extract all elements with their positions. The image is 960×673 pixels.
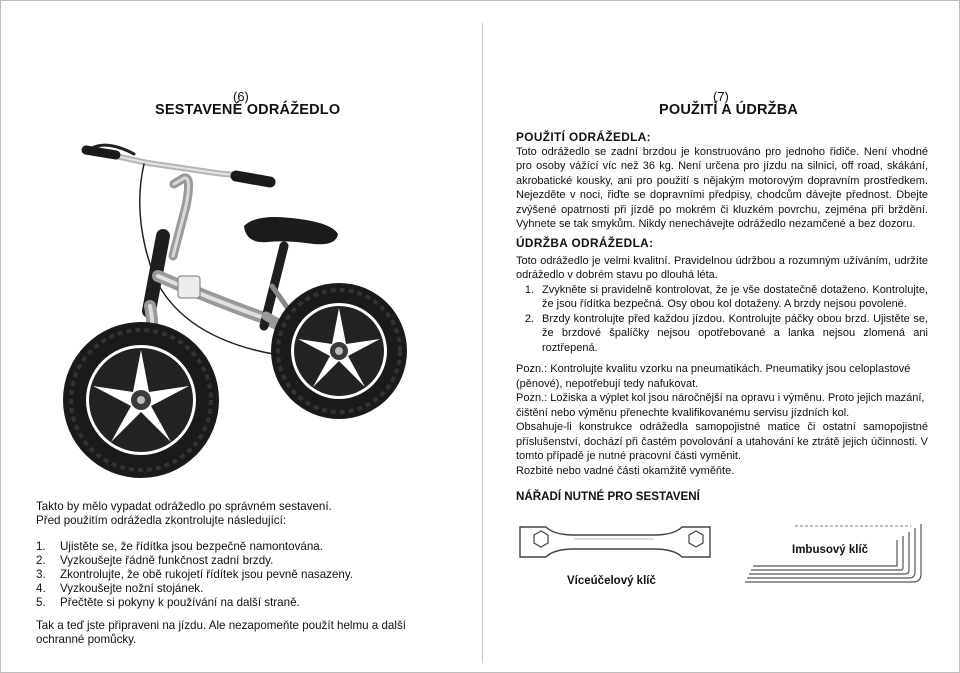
note-replace: Rozbité nebo vadné části okamžitě vyměňte.: [516, 464, 735, 477]
list-item: [36, 596, 353, 610]
left-page-title: SESTAVENÉ ODRÁŽEDLO: [155, 102, 341, 118]
item-number: 1.: [36, 540, 46, 553]
left-page-number: (6): [233, 89, 249, 104]
item-number: 2.: [524, 312, 534, 325]
usage-section: [516, 130, 928, 232]
caption-line-2: Před použitím odrážedla zkontrolujte následující:: [36, 514, 287, 527]
item-text: Ujistěte se, že řídítka jsou bezpečně namontována.: [60, 540, 323, 553]
tools-heading: NÁŘADÍ NUTNÉ PRO SESTAVENÍ: [516, 490, 700, 503]
item-number: 1.: [524, 283, 534, 296]
item-text: Zvykněte si pravidelně kontrolovat, že je vše dostatečně dotaženo. Kontrolujte, že jsou řídítka bezpečná. Osy obou kol dotaženy. A brzdy nejsou povolené.: [542, 283, 928, 310]
allen-key-label: Imbusový klíč: [792, 544, 869, 556]
usage-heading: POUŽITÍ ODRÁŽEDLA:: [516, 130, 651, 144]
closing-line-2: ochranné pomůcky.: [36, 633, 137, 646]
note-locknuts: Obsahuje-li konstrukce odrážedla samopojistné matice či ostatní samopojistné příslušenství, dochází při častém povolování a utahování ke ztrátě jejich účinnosti. V tomto případě je nutné pracovní části vyměnit.: [516, 421, 928, 462]
wrench-label: Víceúčelový klíč: [567, 575, 656, 587]
list-item: [36, 568, 353, 582]
page-divider: [482, 23, 483, 663]
maintenance-heading: ÚDRŽBA ODRÁŽEDLA:: [516, 236, 654, 250]
right-page-number: (7): [713, 89, 729, 104]
usage-text: Toto odrážedlo se zadní brzdou je konstruováno pro jednoho řidiče. Není vhodné pro osoby vážící víc než 36 kg. Není určena pro jízdu na silnici, off road, skákání, akrobatické kousky, ani pro použití s nějakým motorovým dopravním prostředkem. Nejezděte v noci, řiďte se dopravními předpisy, chodcům dávejte přednost. Dbejte zvýšené opatrnosti při jízdě po mokrém či kluzkém povrchu, zejména při brždění. Vyhnete se tak smykům. Nikdy nenechávejte odrážedlo nezamčené a bez dozoru.: [516, 145, 928, 230]
wrench-icon: [514, 513, 714, 575]
item-text: Přečtěte si pokyny k používání na další straně.: [60, 596, 300, 609]
list-item: [516, 312, 928, 356]
item-number: 4.: [36, 582, 46, 595]
note-tires: Pozn.: Kontrolujte kvalitu vzorku na pneumatikách. Pneumatiky jsou celoplastové (pěnové), nepotřebují tedy nafukovat.: [516, 363, 911, 390]
item-number: 3.: [36, 568, 46, 581]
item-number: 5.: [36, 596, 46, 609]
maintenance-intro: Toto odrážedlo je velmi kvalitní. Pravidelnou údržbou a rozumným užíváním, udržíte odrážedlo v dobrém stavu po dlouhá léta.: [516, 254, 928, 281]
list-item: [36, 582, 353, 596]
maintenance-section: [516, 236, 928, 355]
notes-section: [516, 362, 928, 478]
item-text: Vyzkoušejte řádně funkčnost zadní brzdy.: [60, 554, 274, 567]
item-text: Zkontrolujte, že obě rukojetí řídítek jsou pevně nasazeny.: [60, 568, 354, 581]
closing-line-1: Tak a teď jste připraveni na jízdu. Ale nezapomeňte použít helmu a další: [36, 619, 406, 632]
list-item: [516, 283, 928, 312]
item-text: Brzdy kontrolujte před každou jízdou. Kontrolujte páčky obou brzd. Ujistěte se, že brzdové špalíčky nejsou opotřebované a lanka nejsou zlomená ani roztřepená.: [542, 312, 928, 354]
item-text: Vyzkoušejte nožní stojánek.: [60, 582, 204, 595]
balance-bike-image: [46, 136, 416, 481]
list-item: [36, 554, 353, 568]
list-item: [36, 540, 353, 554]
pre-ride-checklist: [36, 540, 353, 610]
note-bearings: Pozn.: Ložiska a výplet kol jsou náročnější na opravu i výměnu. Proto jejich mazání, čištění nebo výměnu přenechte kvalifikovanému servisu jízdních kol.: [516, 392, 925, 419]
item-number: 2.: [36, 554, 46, 567]
right-page-title: POUŽITÍ A ÚDRŽBA: [659, 102, 799, 118]
maintenance-list: [516, 283, 928, 356]
caption-line-1: Takto by mělo vypadat odrážedlo po správném sestavení.: [36, 500, 332, 513]
